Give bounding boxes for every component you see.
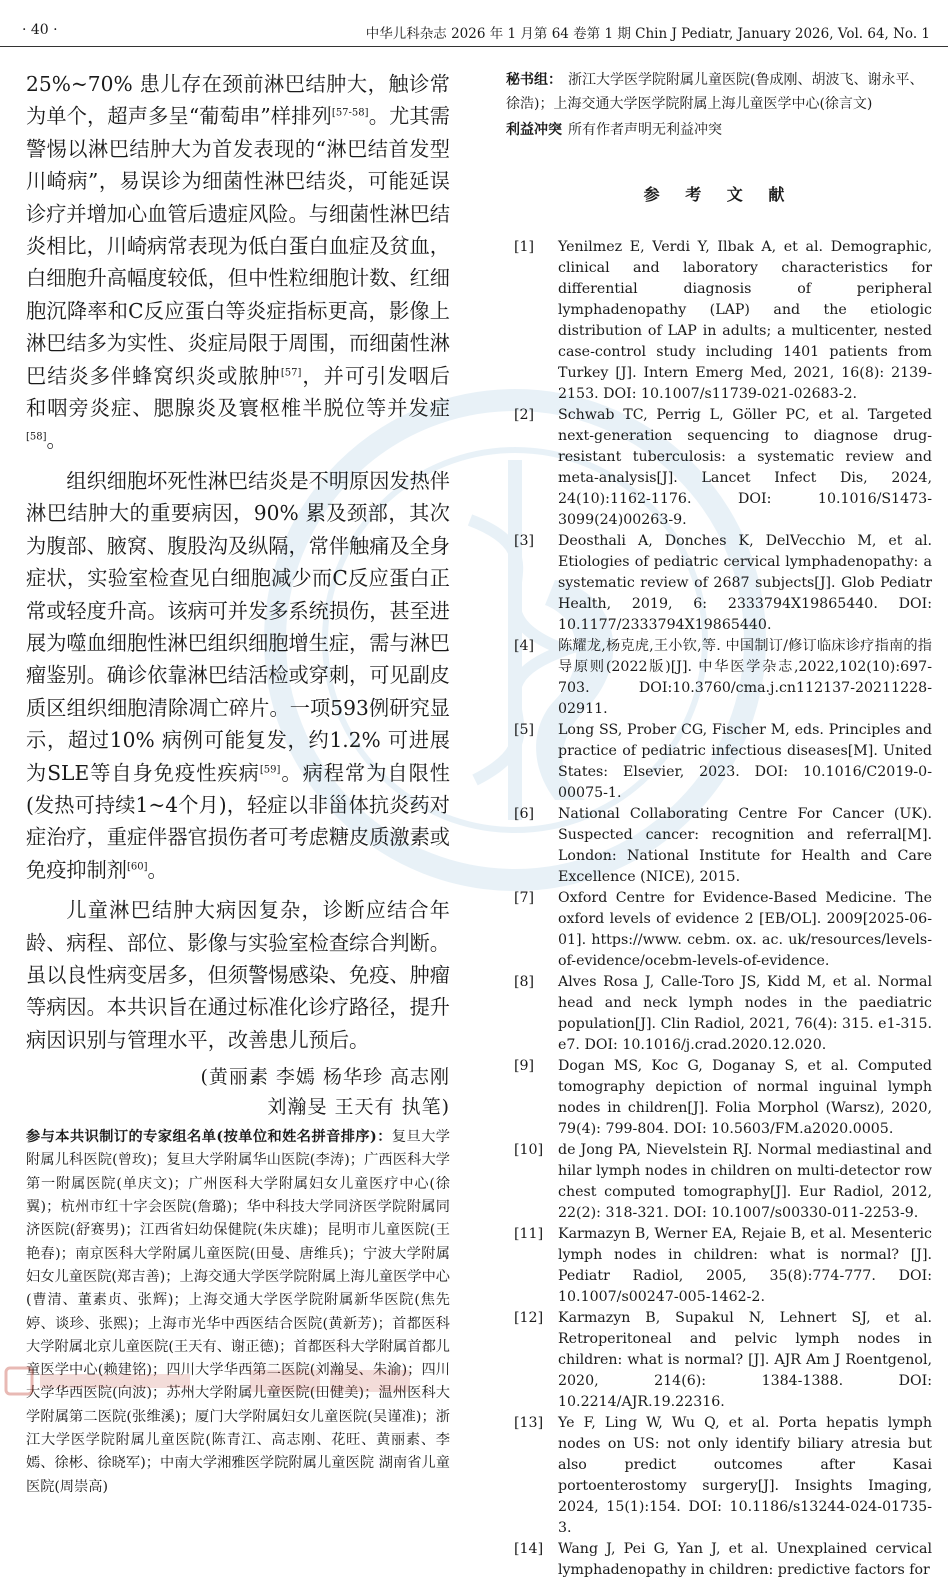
reference-item	[506, 405, 932, 531]
reference-number: [11]	[514, 1226, 544, 1242]
p1-text-b: 。尤其需警惕以淋巴结肿大为首发表现的“淋巴结首发型川崎病”，易误诊为细菌性淋巴结炎，可能延误诊疗并增加心血管后遗症风险。与细菌性淋巴结炎相比，川崎病常表现为低白蛋白血症及贫血，白细胞升高幅度较低，但中性粒细胞计数、红细胞沉降率和C反应蛋白等炎症指标更高，影像上淋巴结多为实性、炎症局限于周围，而细菌性淋巴结炎多伴蜂窝织炎或脓肿	[26, 104, 450, 388]
reference-item	[506, 1056, 932, 1140]
reference-text: Yenilmez E, Verdi Y, Ilbak A, et al. Demographic, clinical and laboratory characteristics for differential diagnosis of peripheral lymphadenopathy (LAP) and the etiologic distribution of LAP in adults; a multicenter, nested case-control study including 1401 patients from Turkey [J]. Intern Emerg Med, 2021, 16(8): 2139-2153. DOI: 10.1007/s11739-021-02683-2.	[558, 239, 932, 402]
reference-text: Karmazyn B, Supakul N, Lehnert SJ, et al. Retroperitoneal and pelvic lymph nodes in children: what is normal? [J]. AJR Am J Roentgenol, 2020, 214(6): 1384-1388. DOI: 10.2214/AJR.19.22316.	[558, 1310, 932, 1410]
citation-59[interactable]: [59]	[259, 763, 281, 775]
reference-text: Alves Rosa J, Calle-Toro JS, Kidd M, et al. Normal head and neck lymph nodes in the paediatric population[J]. Clin Radiol, 2021, 76(4): 315. e1-315. e7. DOI: 10.1016/j.crad.2020.12.020.	[558, 974, 932, 1053]
secretary-label: 秘书组：	[506, 72, 562, 88]
reference-text: Oxford Centre for Evidence-Based Medicine. The oxford levels of evidence 2 [EB/OL]. 2009[2025-06-01]. https://www. cebm. ox. ac. uk/resources/levels-of-evidence/ocebm-levels-of-evidence.	[558, 890, 932, 969]
page-number: · 40 ·	[22, 22, 58, 38]
secretary-text: 浙江大学医学院附属儿童医院(鲁成刚、胡波飞、谢永平、徐浩)；上海交通大学医学院附属上海儿童医学中心(徐言文)	[506, 72, 924, 112]
reference-text: Schwab TC, Perrig L, Göller PC, et al. Targeted next-generation sequencing to diagnose drug-resistant tuberculosis: a systematic review and meta-analysis[J]. Lancet Infect Dis, 2024, 24(10):1162-1176. DOI: 10.1016/S1473-3099(24)00263-9.	[558, 407, 932, 528]
reference-text: Karmazyn B, Werner EA, Rejaie B, et al. Mesenteric lymph nodes in children: what is normal? [J]. Pediatr Radiol, 2005, 35(8):774-777. DOI: 10.1007/s00247-005-1462-2.	[558, 1226, 932, 1305]
signature-line-1: (黄丽素 李嫣 杨华珍 高志刚	[200, 1066, 450, 1089]
reference-item	[506, 636, 932, 720]
reference-item	[506, 237, 932, 405]
left-column	[26, 68, 450, 1499]
reference-text: Dogan MS, Koc G, Doganay S, et al. Computed tomography depiction of normal inguinal lymph nodes in children[J]. Folia Morphol (Warsz), 2020, 79(4): 799-804. DOI: 10.5603/FM.a2020.0005.	[558, 1058, 932, 1137]
reference-number: [1]	[514, 239, 535, 255]
page-header	[0, 0, 948, 47]
reference-text: National Collaborating Centre For Cancer (UK). Suspected cancer: recognition and referral[M]. London: National Institute for Health and Care Excellence (NICE), 2015.	[558, 806, 932, 885]
body-paragraph-3: 儿童淋巴结肿大病因复杂，诊断应结合年龄、病程、部位、影像与实验室检查综合判断。虽以良性病变居多，但须警惕感染、免疫、肿瘤等病因。本共识旨在通过标准化诊疗路径，提升病因识别与管理水平，改善患儿预后。	[26, 898, 450, 1052]
p1-text: 25%~70% 患儿存在颈前淋巴结肿大，触诊常为单个，超声多呈“葡萄串”样排列	[26, 72, 450, 129]
reference-text: Ye F, Ling W, Wu Q, et al. Porta hepatis lymph nodes on US: not only identify biliary atresia but also predict outcomes after Kasai portoenterostomy surgery[J]. Insights Imaging, 2024, 15(1):154. DOI: 10.1186/s13244-024-01735-3.	[558, 1415, 932, 1536]
reference-text: Deosthali A, Donches K, DelVecchio M, et al. Etiologies of pediatric cervical lymphadenopathy: a systematic review of 2687 subjects[J]. Glob Pediatr Health, 2019, 6: 2333794X19865440. DOI: 10.1177/2333794X19865440.	[558, 533, 932, 633]
reference-number: [8]	[514, 974, 535, 990]
reference-item	[506, 720, 932, 804]
author-signature	[26, 1062, 450, 1122]
reference-number: [6]	[514, 806, 535, 822]
reference-text: Wang J, Pei G, Yan J, et al. Unexplained cervical lymphadenopathy in children: predictive factors for	[558, 1541, 932, 1578]
reference-item	[506, 1224, 932, 1308]
p2-text-c: 。	[147, 857, 168, 882]
signature-line-2: 刘瀚旻 王天有 执笔)	[267, 1096, 450, 1119]
reference-list	[506, 237, 932, 1581]
reference-text: 陈耀龙,杨克虎,王小钦,等. 中国制订/修订临床诊疗指南的指导原则(2022版)[J]. 中华医学杂志,2022,102(10):697-703. DOI:10.3760/cma.j.cn112137-20211228-02911.	[558, 638, 932, 717]
reference-number: [4]	[514, 638, 535, 654]
p1-text-c: ，并可引发咽后和咽旁炎症、腮腺炎及寰枢椎半脱位等并发症	[26, 363, 450, 421]
reference-number: [13]	[514, 1415, 544, 1431]
secretary-group	[506, 68, 932, 116]
citation-57-58[interactable]: [57-58]	[331, 107, 369, 119]
body-paragraph-1	[26, 68, 450, 457]
expert-panel-lead: 参与本共识制订的专家组名单(按单位和姓名拼音排序)：	[26, 1129, 392, 1146]
publisher-logo	[0, 1362, 440, 1400]
reference-item	[506, 972, 932, 1056]
body-paragraph-2	[26, 465, 450, 886]
p1-text-d: 。	[46, 428, 67, 453]
expert-panel-list	[26, 1126, 450, 1499]
expert-panel-body: 复旦大学附属儿科医院(曾玫)；复旦大学附属华山医院(李涛)；广西医科大学第一附属医院(单庆文)；广州医科大学附属妇女儿童医疗中心(徐翼)；杭州市红十字会医院(詹璐)；华中科技大学同济医学院附属同济医院(舒赛男)；江西省妇幼保健院(朱庆雄)；昆明市儿童医院(王艳春)；南京医科大学附属儿童医院(田曼、唐维兵)；宁波大学附属妇女儿童医院(郑吉善)；上海交通大学医学院附属上海儿童医学中心(曹清、董素贞、张辉)；上海交通大学医学院附属新华医院(焦先婷、谈珍、张熙)；上海市光华中西医结合医院(黄新芳)；首都医科大学附属北京儿童医院(王天有、谢正德)；首都医科大学附属首都儿童医学中心(赖建铭)；四川大学华西第二医院(刘瀚旻、朱渝)；四川大学华西医院(向波)；苏州大学附属儿童医院(田健美)；温州医科大学附属第二医院(张维溪)；厦门大学附属妇女儿童医院(吴谨准)；浙江大学医学院附属儿童医院(陈青江、高志刚、花旺、黄丽素、李嫣、徐彬、徐晓军)；中南大学湘雅医学院附属儿童医院 湖南省儿童医院(周崇高)	[26, 1129, 450, 1495]
references-heading: 参 考 文 献	[643, 185, 795, 204]
reference-item	[506, 531, 932, 636]
reference-item	[506, 1413, 932, 1539]
conflict-of-interest	[506, 118, 932, 142]
reference-item	[506, 804, 932, 888]
reference-number: [7]	[514, 890, 535, 906]
right-column	[506, 68, 932, 1581]
conflict-label: 利益冲突	[506, 122, 562, 138]
reference-number: [9]	[514, 1058, 535, 1074]
p2-text: 组织细胞坏死性淋巴结炎是不明原因发热伴淋巴结肿大的重要病因，90% 累及颈部，其次为腹部、腋窝、腹股沟及纵隔，常伴触痛及全身症状，实验室检查见白细胞减少而C反应蛋白正常或轻度升高。该病可并发多系统损伤，甚至进展为噬血细胞性淋巴组织细胞增生症，需与淋巴瘤鉴别。确诊依靠淋巴结活检或穿刺，可见副皮质区组织细胞清除凋亡碎片。一项593例研究显示，超过10% 病例可能复发，约1.2% 可进展为SLE等自身免疫性疾病	[26, 468, 450, 785]
p2-text-b: 。病程常为自限性(发热可持续1~4个月)，轻症以非甾体抗炎药对症治疗，重症伴器官损伤者可考虑糖皮质激素或免疫抑制剂	[26, 760, 450, 882]
conflict-text: 所有作者声明无利益冲突	[568, 122, 722, 138]
reference-number: [5]	[514, 722, 535, 738]
reference-item	[506, 1539, 932, 1581]
reference-number: [10]	[514, 1142, 544, 1158]
reference-text: Long SS, Prober CG, Fischer M, eds. Principles and practice of pediatric infectious diseases[M]. United States: Elsevier, 2023. DOI: 10.1016/C2019-0-00075-1.	[558, 722, 932, 801]
reference-text: de Jong PA, Nievelstein RJ. Normal mediastinal and hilar lymph nodes in children on multi-detector row chest computed tomography[J]. Eur Radiol, 2012, 22(2): 318-321. DOI: 10.1007/s00330-011-2253-9.	[558, 1142, 932, 1221]
citation-60[interactable]: [60]	[126, 861, 148, 873]
reference-item	[506, 888, 932, 972]
reference-number: [12]	[514, 1310, 544, 1326]
citation-58[interactable]: [58]	[26, 431, 47, 443]
reference-number: [3]	[514, 533, 535, 549]
reference-item	[506, 1140, 932, 1224]
citation-57[interactable]: [57]	[280, 366, 302, 378]
reference-number: [2]	[514, 407, 535, 423]
reference-item	[506, 1308, 932, 1413]
reference-number: [14]	[514, 1541, 544, 1557]
journal-running-head: 中华儿科杂志 2026 年 1 月第 64 卷第 1 期 Chin J Pediatr, January 2026, Vol. 64, No. 1	[365, 26, 930, 42]
